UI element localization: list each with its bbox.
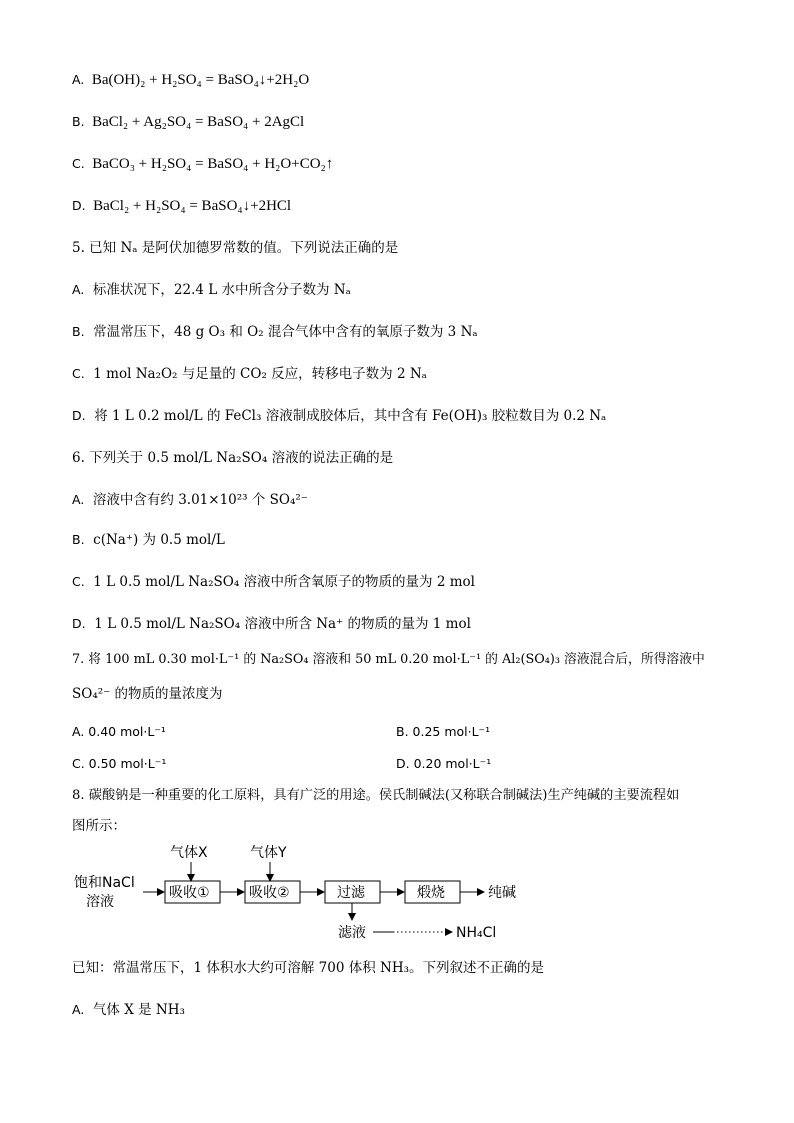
q6-option-b-label: B. <box>72 532 85 547</box>
q6-option-c-text: 1 L 0.5 mol/L Na₂SO₄ 溶液中所含氧原子的物质的量为 2 mol <box>93 574 475 590</box>
q7-stem-line1: 7. 将 100 mL 0.30 mol·L⁻¹ 的 Na₂SO₄ 溶液和 50 mL 0.20 mol·L⁻¹ 的 Al₂(SO₄)₃ 溶液混合后，所得溶液中 <box>72 652 705 667</box>
q5-option-b-text: 常温常压下，48 g O₃ 和 O₂ 混合气体中含有的氧原子数为 3 Nₐ <box>93 324 478 340</box>
flow-input-line2: 溶液 <box>86 894 114 910</box>
q5-option-b[interactable] <box>72 322 478 342</box>
q6-option-b[interactable] <box>72 530 225 550</box>
flow-byproduct: NH₄Cl <box>456 925 497 941</box>
flow-input-line1: 饱和NaCl <box>74 875 135 891</box>
q6-option-d-label: D. <box>72 616 86 631</box>
q4-option-d-label: D. <box>72 198 86 213</box>
q6-option-d-text: 1 L 0.5 mol/L Na₂SO₄ 溶液中所含 Na⁺ 的物质的量为 1 mol <box>94 616 471 632</box>
q8-option-a[interactable] <box>72 1000 185 1020</box>
q8-stem-line2: 图所示： <box>72 818 126 834</box>
q8-option-a-text: 气体 X 是 NH₃ <box>92 1002 185 1018</box>
q7-option-c[interactable]: C. 0.50 mol·L⁻¹ <box>72 756 167 771</box>
q7-option-d[interactable]: D. 0.20 mol·L⁻¹ <box>396 756 492 771</box>
q6-option-c-label: C. <box>72 574 85 589</box>
flow-gas-x: 气体X <box>170 845 208 861</box>
q5-option-c[interactable] <box>72 364 427 384</box>
q4-option-d-text: BaCl₂ + H₂SO₄ = BaSO₄↓+2HCl <box>93 198 292 214</box>
q5-option-c-text: 1 mol Na₂O₂ 与足量的 CO₂ 反应，转移电子数为 2 Nₐ <box>93 366 427 382</box>
q4-option-c[interactable] <box>72 154 333 174</box>
q6-stem: 6. 下列关于 0.5 mol/L Na₂SO₄ 溶液的说法正确的是 <box>72 450 394 466</box>
q7-stem-line2: SO₄²⁻ 的物质的量浓度为 <box>72 686 223 702</box>
q8-stem-line1: 8. 碳酸钠是一种重要的化工原料，具有广泛的用途。侯氏制碱法(又称联合制碱法)生产纯碱的主要流程如 <box>72 788 680 803</box>
q5-option-a-text: 标准状况下，22.4 L 水中所含分子数为 Nₐ <box>92 282 351 298</box>
q4-option-a-text: Ba(OH)₂ + H₂SO₄ = BaSO₄↓+2H₂O <box>91 72 310 88</box>
q4-option-b-label: B. <box>72 114 85 129</box>
q4-option-c-label: C. <box>72 156 85 171</box>
q7-option-a[interactable]: A. 0.40 mol·L⁻¹ <box>72 724 166 739</box>
q4-option-d[interactable] <box>72 196 291 216</box>
q5-option-a[interactable] <box>72 280 351 300</box>
flow-step4: 煅烧 <box>417 885 445 901</box>
q6-option-c[interactable] <box>72 572 475 592</box>
q4-option-a[interactable] <box>72 70 309 90</box>
q4-option-b-text: BaCl₂ + Ag₂SO₄ = BaSO₄ + 2AgCl <box>92 114 305 130</box>
q8-option-a-label: A. <box>72 1002 85 1017</box>
production-flow-diagram <box>0 840 794 950</box>
q5-stem: 5. 已知 Nₐ 是阿伏加德罗常数的值。下列说法正确的是 <box>72 240 399 256</box>
q6-option-a[interactable] <box>72 490 308 510</box>
q7-option-b[interactable]: B. 0.25 mol·L⁻¹ <box>396 724 491 739</box>
flow-filtrate: 滤液 <box>338 925 366 941</box>
flow-gas-y: 气体Y <box>250 845 287 861</box>
q4-option-c-text: BaCO₃ + H₂SO₄ = BaSO₄ + H₂O+CO₂↑ <box>92 156 334 172</box>
q5-option-c-label: C. <box>72 366 85 381</box>
q6-option-b-text: c(Na⁺) 为 0.5 mol/L <box>93 532 225 548</box>
flow-step1: 吸收① <box>169 885 210 901</box>
flow-step3: 过滤 <box>337 885 365 901</box>
q5-option-d-label: D. <box>72 408 86 423</box>
q5-option-a-label: A. <box>72 282 85 297</box>
q5-option-d[interactable] <box>72 406 606 426</box>
flow-product: 纯碱 <box>488 885 516 901</box>
flow-step2: 吸收② <box>249 885 290 901</box>
q4-option-a-label: A. <box>72 72 85 87</box>
q5-option-d-text: 将 1 L 0.2 mol/L 的 FeCl₃ 溶液制成胶体后，其中含有 Fe(OH)₃ 胶粒数目为 0.2 Nₐ <box>94 408 607 424</box>
q6-option-a-text: 溶液中含有约 3.01×10²³ 个 SO₄²⁻ <box>92 492 308 508</box>
q8-known: 已知：常温常压下，1 体积水大约可溶解 700 体积 NH₃。下列叙述不正确的是 <box>72 960 545 976</box>
q6-option-a-label: A. <box>72 492 85 507</box>
q6-option-d[interactable] <box>72 614 471 634</box>
q4-option-b[interactable] <box>72 112 304 132</box>
q5-option-b-label: B. <box>72 324 85 339</box>
